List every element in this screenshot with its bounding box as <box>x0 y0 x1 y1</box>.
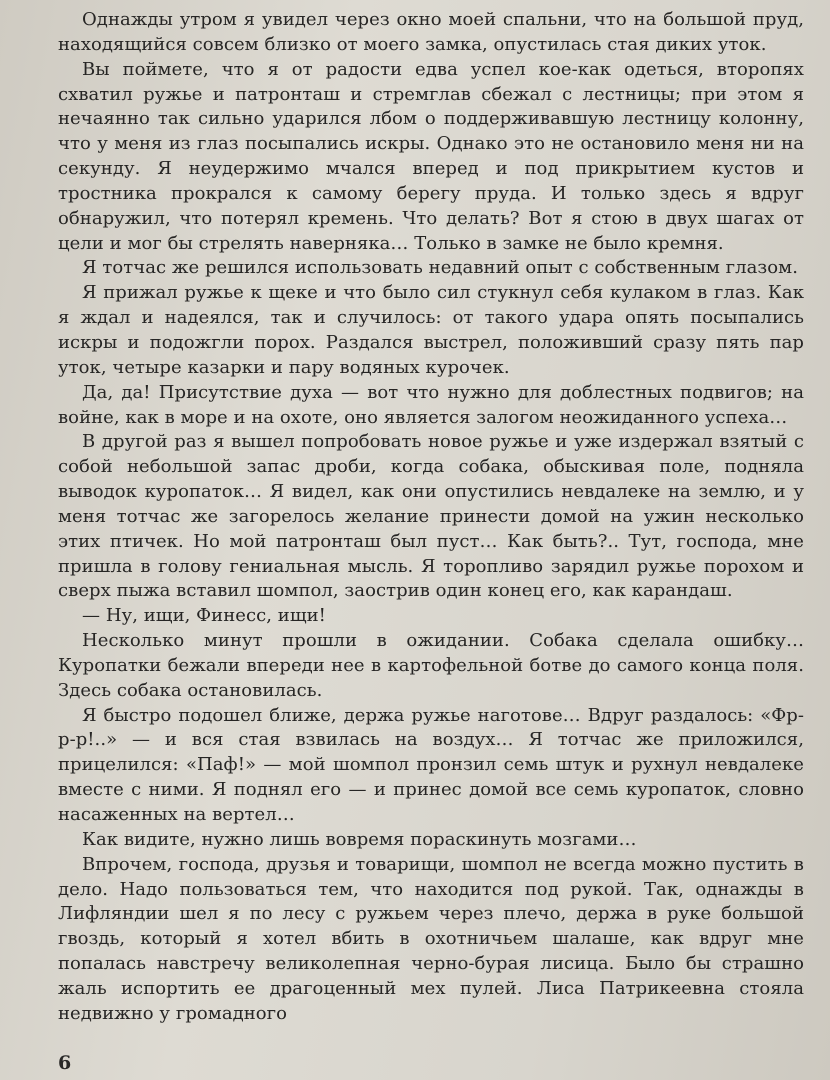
paragraph: Впрочем, господа, друзья и товарищи, шомпол не всегда можно пустить в дело. Надо пользоваться тем, что находится под рукой. Так, однажды в Лифляндии шел я по лесу с ружьем через плечо, держа в руке большой гвоздь, который я хотел вбить в охотничьем шалаше, как вдруг мне попалась навстречу великолепная черно-бурая лисица. Было бы страшно жаль испортить ее драгоценный мех пулей. Лиса Патрикеевна стояла недвижно у громадного <box>58 853 804 1024</box>
paragraph: Я тотчас же решился использовать недавний опыт с собственным глазом. <box>82 257 798 279</box>
paragraph: В другой раз я вышел попробовать новое ружье и уже издержал взятый с собой небольшой запас дроби, когда собака, обыскивая поле, подняла выводок куропаток… Я видел, как они опустились невдалеке на землю, и у меня тотчас же загорелось желание принести домой на ужин несколько этих птичек. Но мой патронташ был пуст… Как быть?.. Тут, господа, мне пришла в голову гениальная мысль. Я торопливо зарядил ружье порохом и сверх пыжа вставил шомпол, заострив один конец его, как карандаш. <box>58 431 804 602</box>
paragraph: Я быстро подошел ближе, держа ружье наготове… Вдруг раздалось: «Фр-р-р!..» — и вся стая взвилась на воздух… Я тотчас же приложился, прицелился: «Паф!» — мой шомпол пронзил семь штук и рухнул невдалеке вместе с ними. Я поднял его — и принес домой все семь куропаток, словно насаженных на вертел… <box>58 704 804 825</box>
page-number: 6 <box>58 1052 72 1074</box>
paragraph: Однажды утром я увидел через окно моей спальни, что на большой пруд, находящийся совсем близко от моего замка, опустилась стая диких уток. <box>58 9 804 55</box>
paragraph: Я прижал ружье к щеке и что было сил стукнул себя кулаком в глаз. Как я ждал и надеялся, так и случилось: от такого удара опять посыпались искры и подожгли порох. Раздался выстрел, положивший сразу пять пар уток, четыре казарки и пару водяных курочек. <box>58 282 804 378</box>
body-text <box>58 8 804 1027</box>
paragraph: — Ну, ищи, Финесс, ищи! <box>82 605 326 627</box>
paragraph: Как видите, нужно лишь вовремя пораскинуть мозгами… <box>82 828 637 850</box>
paragraph: Несколько минут прошли в ожидании. Собака сделала ошибку… Куропатки бежали впереди нее в картофельной ботве до самого конца поля. Здесь собака остановилась. <box>58 630 804 701</box>
paragraph: Да, да! Присутствие духа — вот что нужно для доблестных подвигов; на войне, как в море и на охоте, оно является залогом неожиданного успеха… <box>58 381 804 428</box>
paragraph: Вы поймете, что я от радости едва успел кое-как одеться, второпях схватил ружье и патронташ и стремглав сбежал с лестницы; при этом я нечаянно так сильно ударился лбом о поддерживавшую лестницу колонну, что у меня из глаз посыпались искры. Однако это не остановило меня ни на секунду. Я неудержимо мчался вперед и под прикрытием кустов и тростника прокрался к самому берегу пруда. И только здесь я вдруг обнаружил, что потерял кремень. Что делать? Вот я стою в двух шагах от цели и мог бы стрелять наверняка… Только в замке не было кремня. <box>58 58 804 254</box>
